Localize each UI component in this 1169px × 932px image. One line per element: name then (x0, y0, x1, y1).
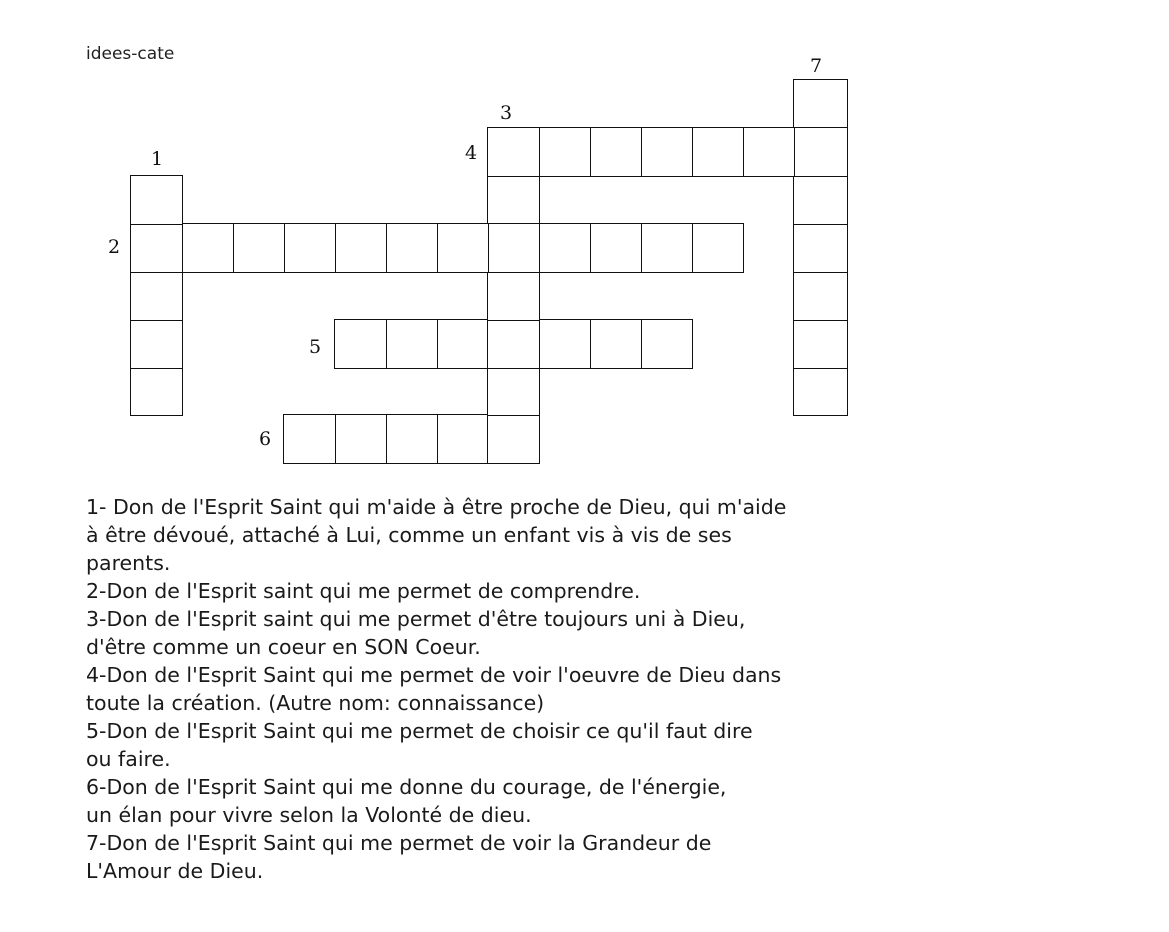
clue-line: parents. (86, 551, 171, 575)
crossword-cell[interactable] (130, 319, 183, 369)
crossword-cell[interactable] (640, 319, 693, 369)
crossword-cell[interactable] (283, 414, 336, 464)
clue-number-4: 4 (465, 142, 478, 164)
crossword-cell[interactable] (385, 319, 438, 369)
crossword-cell[interactable] (181, 223, 234, 273)
crossword-cell[interactable] (538, 223, 591, 273)
clue-number-3: 3 (500, 102, 513, 124)
clue-line: 2-Don de l'Esprit saint qui me permet de comprendre. (86, 579, 641, 603)
crossword-cell[interactable] (487, 319, 540, 369)
crossword-cell[interactable] (793, 367, 848, 416)
site-label: idees-cate (86, 44, 175, 64)
crossword-cell[interactable] (130, 367, 183, 416)
crossword-cell[interactable] (130, 175, 183, 225)
crossword-cell[interactable] (487, 367, 540, 416)
clue-line: 3-Don de l'Esprit saint qui me permet d'être toujours uni à Dieu, (86, 607, 746, 631)
crossword-cell[interactable] (742, 127, 795, 177)
clue-number-7: 7 (810, 55, 823, 77)
crossword-cell[interactable] (793, 79, 848, 129)
clue-line: ou faire. (86, 747, 171, 771)
clue-line: d'être comme un coeur en SON Coeur. (86, 635, 481, 659)
crossword-cell[interactable] (436, 223, 489, 273)
crossword-cell[interactable] (487, 414, 540, 464)
clue-line: 4-Don de l'Esprit Saint qui me permet de voir l'oeuvre de Dieu dans (86, 663, 782, 687)
crossword-cell[interactable] (283, 223, 336, 273)
clue-number-6: 6 (259, 428, 272, 450)
crossword-cell[interactable] (793, 223, 848, 273)
crossword-cell[interactable] (691, 127, 744, 177)
clue-number-2: 2 (108, 236, 121, 258)
crossword-cell[interactable] (487, 127, 540, 177)
clue-line: un élan pour vivre selon la Volonté de dieu. (86, 803, 532, 827)
clue-number-1: 1 (151, 148, 164, 170)
crossword-cell[interactable] (487, 223, 540, 273)
clue-line: L'Amour de Dieu. (86, 859, 264, 883)
crossword-cell[interactable] (589, 127, 642, 177)
clue-line: 7-Don de l'Esprit Saint qui me permet de voir la Grandeur de (86, 831, 712, 855)
clue-number-5: 5 (309, 336, 322, 358)
crossword-cell[interactable] (793, 319, 848, 369)
crossword-cell[interactable] (538, 127, 591, 177)
crossword-cell[interactable] (691, 223, 744, 273)
clue-line: toute la création. (Autre nom: connaissance) (86, 691, 545, 715)
clue-line: à être dévoué, attaché à Lui, comme un enfant vis à vis de ses (86, 523, 732, 547)
crossword-cell[interactable] (538, 319, 591, 369)
crossword-cell[interactable] (793, 271, 848, 321)
crossword-cell[interactable] (385, 223, 438, 273)
crossword-cell[interactable] (436, 319, 489, 369)
crossword-cell[interactable] (640, 127, 693, 177)
crossword-cell[interactable] (130, 271, 183, 321)
crossword-cell[interactable] (334, 223, 387, 273)
crossword-cell[interactable] (793, 127, 848, 177)
crossword-cell[interactable] (487, 271, 540, 321)
clue-line: 5-Don de l'Esprit Saint qui me permet de choisir ce qu'il faut dire (86, 719, 753, 743)
crossword-cell[interactable] (334, 319, 387, 369)
crossword-cell[interactable] (232, 223, 285, 273)
crossword-cell[interactable] (436, 414, 489, 464)
clue-line: 1- Don de l'Esprit Saint qui m'aide à être proche de Dieu, qui m'aide (86, 495, 787, 519)
crossword-cell[interactable] (793, 175, 848, 225)
clue-line: 6-Don de l'Esprit Saint qui me donne du courage, de l'énergie, (86, 775, 727, 799)
crossword-cell[interactable] (334, 414, 387, 464)
clue-list (86, 493, 906, 885)
crossword-cell[interactable] (589, 319, 642, 369)
crossword-cell[interactable] (130, 223, 183, 273)
crossword-cell[interactable] (640, 223, 693, 273)
crossword-cell[interactable] (385, 414, 438, 464)
crossword-cell[interactable] (589, 223, 642, 273)
crossword-cell[interactable] (487, 175, 540, 225)
